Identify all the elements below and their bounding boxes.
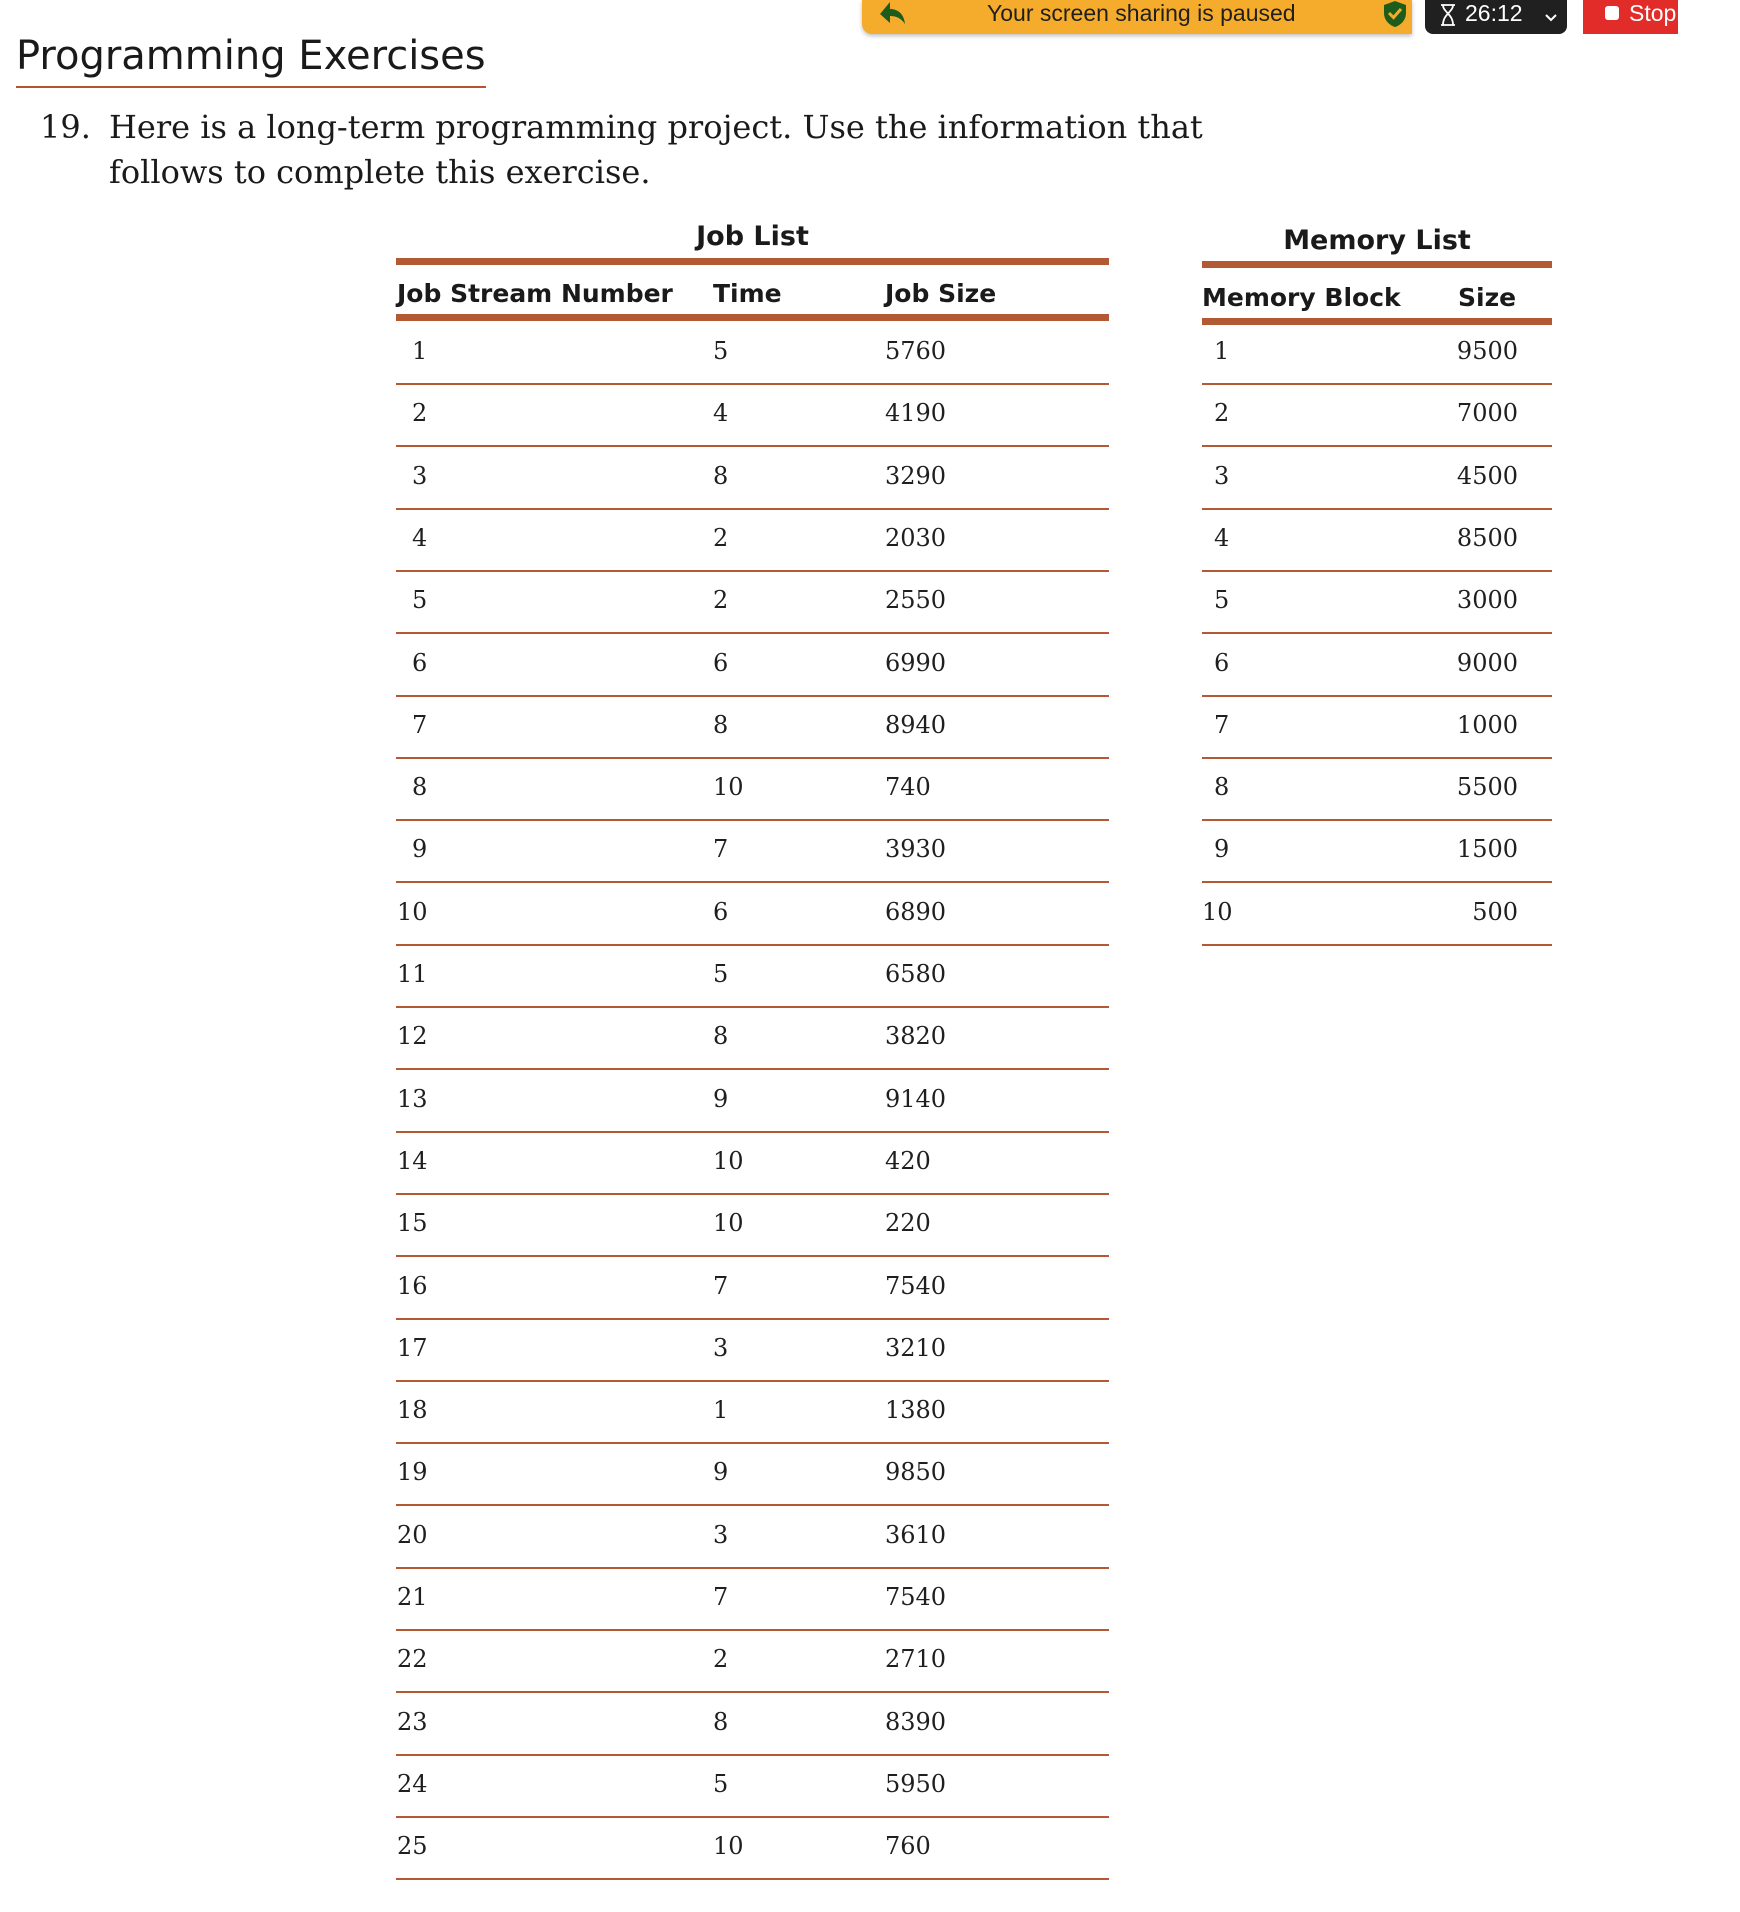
time-cell: 2 [713,1645,729,1674]
table-row [396,633,1109,697]
job-size-cell: 3820 [885,1022,947,1051]
table-row [1202,757,1552,821]
table-row [1202,508,1552,572]
time-cell: 8 [713,1707,729,1736]
table-row [1202,882,1552,946]
job-size-cell: 3610 [885,1520,947,1549]
size-header: Size [1458,283,1517,312]
job-size-cell: 8390 [885,1707,947,1736]
table-row [396,1318,1109,1382]
table-row [1202,383,1552,447]
table-row [396,1006,1109,1070]
table-row [396,757,1109,821]
job-stream-number-cell: 19 [397,1458,428,1487]
job-stream-number-cell: 25 [397,1832,428,1861]
shield-check-icon [1382,0,1408,28]
memory-block-cell: 10 [1202,897,1233,926]
time-cell: 10 [713,773,744,802]
table-row [396,1442,1109,1506]
page-title: Programming Exercises [16,32,486,88]
table-row [396,1567,1109,1631]
time-header: Time [713,279,782,308]
time-cell: 9 [713,1084,729,1113]
time-cell: 10 [713,1832,744,1861]
time-cell: 2 [713,586,729,615]
table-row [396,1256,1109,1320]
job-size-cell: 740 [885,773,931,802]
table-row [396,383,1109,447]
job-stream-number-cell: 1 [412,337,428,365]
job-size-cell: 6890 [885,897,947,926]
job-size-cell: 7540 [885,1583,947,1611]
job-stream-number-cell: 20 [397,1520,428,1549]
time-cell: 5 [713,960,729,988]
table-row [396,1505,1109,1569]
time-cell: 8 [713,461,729,490]
stop-square-icon [1605,6,1619,20]
job-size-cell: 8940 [885,710,947,739]
job-stream-number-cell: 3 [412,461,428,490]
job-size-cell: 6580 [885,960,947,988]
table-row [396,1629,1109,1693]
job-size-cell: 2550 [885,586,947,615]
job-stream-number-cell: 13 [397,1084,428,1113]
table-row [1202,819,1552,883]
memory-list-title: Memory List [1283,225,1471,256]
memory-size-cell: 5500 [1456,773,1518,802]
table-row [1202,446,1552,510]
exercise-number: 19. [40,108,91,146]
job-size-cell: 2030 [885,523,947,552]
memory-size-cell: 3000 [1456,586,1518,615]
job-stream-number-cell: 2 [412,399,428,428]
table-row [396,1816,1109,1880]
job-stream-number-cell: 8 [412,773,428,802]
job-stream-number-cell: 11 [397,960,428,988]
memory-block-header: Memory Block [1202,283,1401,312]
table-row [396,570,1109,634]
time-cell: 5 [713,337,729,365]
job-size-cell: 3290 [885,461,947,490]
job-stream-number-cell: 17 [397,1333,428,1362]
memory-block-cell: 8 [1214,773,1230,802]
time-cell: 7 [713,1583,729,1611]
job-stream-number-header: Job Stream Number [397,279,673,308]
table-row [396,446,1109,510]
memory-size-cell: 500 [1472,897,1518,926]
job-size-cell: 220 [885,1209,931,1238]
memory-size-cell: 1000 [1456,710,1518,739]
memory-block-cell: 3 [1214,461,1230,490]
memory-size-cell: 9000 [1456,648,1518,677]
hourglass-icon [1439,4,1457,26]
screen-share-message: Your screen sharing is paused [987,0,1296,26]
job-size-cell: 5950 [885,1769,947,1798]
job-list-title: Job List [696,221,809,252]
time-cell: 8 [713,1022,729,1051]
job-stream-number-cell: 10 [397,897,428,926]
job-size-cell: 6990 [885,648,947,677]
table-row [396,321,1109,385]
job-stream-number-cell: 9 [412,835,428,864]
job-size-cell: 760 [885,1832,931,1861]
time-cell: 7 [713,835,729,864]
time-cell: 2 [713,523,729,552]
time-cell: 8 [713,710,729,739]
time-cell: 6 [713,897,729,926]
time-cell: 10 [713,1209,744,1238]
screen-share-banner [862,0,1740,34]
memory-block-cell: 7 [1214,710,1230,739]
job-size-cell: 5760 [885,337,947,365]
job-size-cell: 7540 [885,1271,947,1300]
job-stream-number-cell: 23 [397,1707,428,1736]
time-cell: 4 [713,399,729,428]
time-cell: 10 [713,1146,744,1175]
job-stream-number-cell: 7 [412,710,428,739]
table-row [1202,570,1552,634]
job-stream-number-cell: 5 [412,586,428,615]
memory-block-cell: 6 [1214,648,1230,677]
job-stream-number-cell: 6 [412,648,428,677]
memory-size-cell: 4500 [1456,461,1518,490]
table-row [1202,633,1552,697]
job-size-cell: 4190 [885,399,947,428]
memory-block-cell: 2 [1214,399,1230,428]
memory-block-cell: 4 [1214,523,1230,552]
resume-share-arrow-icon[interactable] [872,0,912,30]
table-row [396,695,1109,759]
memory-size-cell: 7000 [1456,399,1518,428]
table-row [396,1069,1109,1133]
job-list-top-rule [396,258,1109,265]
table-row [396,944,1109,1008]
job-size-cell: 2710 [885,1645,947,1674]
time-cell: 9 [713,1458,729,1487]
job-size-cell: 3210 [885,1333,947,1362]
job-stream-number-cell: 16 [397,1271,428,1300]
job-stream-number-cell: 21 [397,1583,428,1611]
table-row [396,882,1109,946]
job-stream-number-cell: 24 [397,1769,428,1798]
time-cell: 6 [713,648,729,677]
job-stream-number-cell: 22 [397,1645,428,1674]
time-cell: 3 [713,1520,729,1549]
table-row [1202,321,1552,385]
timer-value: 26:12 [1465,0,1523,26]
time-cell: 3 [713,1333,729,1362]
job-size-header: Job Size [885,279,997,308]
table-row [396,1193,1109,1257]
job-size-cell: 3930 [885,835,947,864]
job-stream-number-cell: 14 [397,1146,428,1175]
table-row [396,508,1109,572]
memory-block-cell: 5 [1214,586,1230,615]
exercise-text: Here is a long-term programming project. Use the information that follows to complete this exercise. [109,108,1203,191]
memory-block-cell: 9 [1214,835,1230,864]
table-row [396,1754,1109,1818]
job-stream-number-cell: 15 [397,1209,428,1238]
job-size-cell: 9140 [885,1084,947,1113]
job-stream-number-cell: 12 [397,1022,428,1051]
job-size-cell: 1380 [885,1396,947,1425]
time-cell: 7 [713,1271,729,1300]
chevron-down-icon [1545,8,1557,18]
table-row [1202,695,1552,759]
time-cell: 1 [713,1396,729,1425]
memory-size-cell: 1500 [1456,835,1518,864]
stop-share-button[interactable] [1583,0,1740,34]
job-size-cell: 420 [885,1146,931,1175]
stop-share-label: Stop share [1629,0,1740,26]
memory-size-cell: 8500 [1456,523,1518,552]
job-size-cell: 9850 [885,1458,947,1487]
memory-block-cell: 1 [1214,337,1230,365]
screen-share-status-bar [862,0,1412,34]
job-stream-number-cell: 18 [397,1396,428,1425]
table-row [396,1692,1109,1756]
table-row [396,1131,1109,1195]
session-timer-button[interactable] [1425,0,1567,34]
table-row [396,1380,1109,1444]
job-list-header-rule [396,314,1109,321]
memory-list-top-rule [1202,261,1552,268]
job-stream-number-cell: 4 [412,523,428,552]
memory-size-cell: 9500 [1456,337,1518,365]
time-cell: 5 [713,1769,729,1798]
table-row [396,819,1109,883]
